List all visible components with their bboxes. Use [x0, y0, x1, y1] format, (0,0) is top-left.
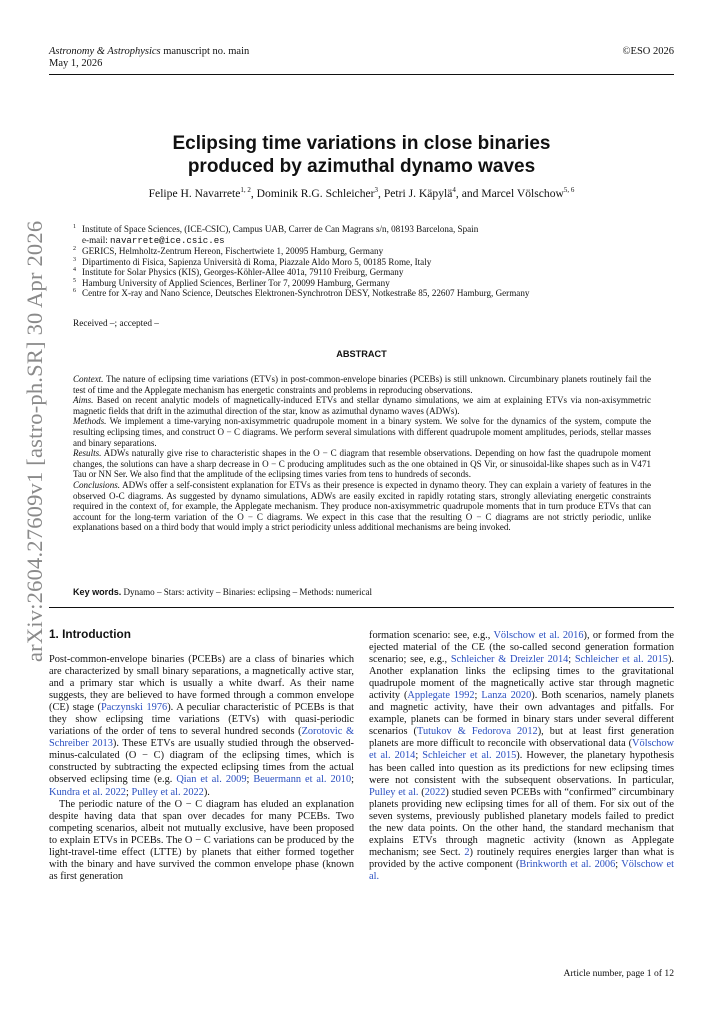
- citation-link[interactable]: Völschow et al.: [369, 858, 675, 882]
- aims-label: Aims.: [73, 395, 94, 406]
- citation-link[interactable]: Qian et al. 2009: [176, 774, 247, 786]
- body-text: The periodic nature of the O − C diagram has eluded an explanation despite having data that span over decades for many PCEBs. Two competing scenarios, albeit not mutually exclusive, have been proposed to explain ETVs in PCEBs. The O − C variations can be produced by the light-travel-time effect (LTTE) by planets that either formed together with the binary and have survived the common envelope phase (known as first generation: [49, 798, 354, 882]
- body-text: ;: [246, 774, 254, 786]
- body-text: ;: [568, 654, 575, 666]
- author-affiliation-mark: 3: [374, 186, 379, 195]
- paragraph: [49, 799, 354, 883]
- received-line: Received –; accepted –: [73, 319, 159, 329]
- author-name: Petri J. Käpylä: [383, 187, 453, 200]
- citation-link[interactable]: Brinkworth et al. 2006: [519, 858, 616, 870]
- title-line-1: Eclipsing time variations in close binaries: [172, 133, 551, 154]
- abstract: [73, 374, 651, 533]
- conclusions-label: Conclusions.: [73, 479, 120, 490]
- citation-link[interactable]: Völschow et al. 2016: [493, 630, 584, 641]
- citation-link[interactable]: Lanza 2020: [481, 690, 532, 702]
- page-footer: Article number, page 1 of 12: [563, 968, 674, 979]
- citation-link[interactable]: 2022: [424, 786, 446, 798]
- affiliation-text: GERICS, Helmholtz-Zentrum Hereon, Fischertwiete 1, 20095 Hamburg, Germany: [82, 246, 384, 257]
- affiliation-text: Institute of Space Sciences, (ICE-CSIC), Campus UAB, Carrer de Can Magrans s/n, 08193 Barcelona, Spain: [82, 224, 479, 234]
- methods-label: Methods.: [73, 416, 107, 427]
- citation-link[interactable]: Kundra et al. 2022: [49, 786, 126, 798]
- header-rule: [49, 74, 674, 75]
- affiliation-number: 1: [73, 224, 76, 230]
- running-header: [49, 46, 249, 70]
- body-text: ). Another explanation links the eclipsing times to the gravitational quadrupole moment of the magnetically active star through magnetic activity (: [369, 654, 674, 702]
- email-label: e-mail:: [82, 234, 111, 245]
- body-text: ;: [615, 858, 622, 870]
- citation-link[interactable]: Schleicher et al. 2015: [422, 750, 517, 762]
- context-text: The nature of eclipsing time variations (ETVs) in post-common-envelope binaries (PCEBs) is still unknown. Circumbinary planets routinely fail the test of time and the Applegate mechanism has energetic constraints and problems in reproducing observations.: [73, 374, 651, 395]
- abstract-heading: ABSTRACT: [336, 349, 387, 359]
- affiliation-number: 4: [73, 267, 76, 274]
- affiliation-text: Institute for Solar Physics (KIS), Georges-Köhler-Allee 401a, 79110 Freiburg, Germany: [82, 267, 404, 278]
- citation-link[interactable]: Applegate 1992: [407, 690, 475, 702]
- body-text: ). A peculiar characteristic of PCEBs is that they show eclipsing time variations (ETVs) with quasi-periodic variations of the order of tens to several hundred seconds (: [49, 702, 354, 738]
- affiliation-text: Hamburg University of Applied Sciences, Berliner Tor 7, 20099 Hamburg, Germany: [82, 277, 390, 288]
- body-text: ), but at least first generation planets are more difficult to reconcile with observational data (: [369, 726, 674, 750]
- aims-text: Based on recent analytic models of magnetically-induced ETVs and stellar dynamo simulations, we aim at explaining ETVs via non-axisymmetric magnetic fields that drift in the azimuthal direction of the star, know as azimuthal dynamo waves (ADWs).: [73, 395, 651, 416]
- manuscript-label: manuscript no. main: [163, 46, 250, 57]
- left-column: [49, 654, 354, 883]
- keywords-label: Key words.: [73, 587, 122, 597]
- keywords: [73, 587, 651, 597]
- citation-link[interactable]: Tutukov & Fedorova 2012: [417, 726, 538, 738]
- author-name: Felipe H. Navarrete: [148, 187, 241, 200]
- body-text: ;: [125, 786, 132, 798]
- conclusions-text: ADWs offer a self-consistent explanation for ETVs as their presence is expected in dynamo theory. They can explain a variety of features in the observed O-C diagrams. As suggested by dynamo simulations, ADWs are easily excited in rapidly rotating stars, strongly alleviating energetic constraints required in the context of, for example, the Applegate mechanism. They produce non-axisymmetric quadrupole moments that in turn produce ETVs that can account for the long-term variation of the O − C diagrams. We expect in this case that the resulting O − C diagrams are not strictly periodic, unlike explanations based on a third body that would imply a strict periodicity unless additional mechanisms are being invoked.: [73, 479, 651, 533]
- body-text: (: [418, 786, 425, 798]
- author-name: Dominik R.G. Schleicher: [256, 187, 375, 200]
- affiliation: [73, 288, 673, 299]
- affiliation-number: 5: [73, 277, 76, 284]
- affiliations: [73, 224, 673, 299]
- affiliation-number: 3: [73, 256, 76, 263]
- body-text: Post-common-envelope binaries (PCEBs) are a class of binaries which are characterized by small binary separations, a magnetically active star, and a primary star which is usually a white dwarf. As their name suggests, they are believed to have formed through a common envelope (CE) stage (: [49, 654, 354, 714]
- journal-name: Astronomy & Astrophysics: [49, 46, 161, 57]
- results-label: Results.: [73, 448, 102, 459]
- affiliation-number: 6: [73, 288, 76, 295]
- body-text: ). These ETVs are usually studied through the observed-minus-calculated (O − C) diagram of the eclipsing times, which is constructed by subtracting the expected eclipsing times from the actual observed eclipsing time (e.g.: [49, 738, 354, 786]
- citation-link[interactable]: Zorotovic & Schreiber 2013: [49, 726, 354, 750]
- body-text: ).: [203, 786, 210, 798]
- author-separator: ,: [378, 187, 384, 200]
- body-text: ;: [474, 690, 482, 702]
- email-line: [73, 235, 673, 247]
- header-date: May 1, 2026: [49, 58, 103, 69]
- body-text: ) studied seven PCEBs with “confirmed” circumbinary planets providing new eclipsing times for all of them. For six out of the seven systems, previously published planetary models failed to predict the new data points. On the other hand, the standard mechanism that explains ETVs through magnetic activity (known as Applegate mechanism; see Sect.: [369, 786, 675, 858]
- body-text: ) routinely requires energies larger than what is provided by the active component (: [369, 846, 674, 870]
- paper-title: [49, 132, 674, 178]
- author-separator: ,: [250, 187, 257, 200]
- citation-link[interactable]: Schleicher et al. 2015: [574, 654, 668, 666]
- section-heading: 1. Introduction: [49, 627, 131, 641]
- email-address[interactable]: navarrete@ice.csic.es: [110, 234, 225, 246]
- author-affiliation-mark: 5, 6: [563, 186, 575, 195]
- paragraph: [49, 654, 354, 799]
- copyright: ©ESO 2026: [622, 46, 674, 57]
- author-name: Marcel Völschow: [481, 187, 564, 200]
- paragraph: [369, 630, 674, 883]
- affiliation-number: 2: [73, 246, 76, 253]
- author-separator: , and: [455, 187, 482, 200]
- affiliation: [73, 246, 673, 257]
- affiliation: [73, 257, 673, 268]
- author-affiliation-mark: 4: [452, 186, 456, 195]
- affiliation: [73, 224, 673, 235]
- body-text: ;: [415, 750, 423, 762]
- abstract-rule: [49, 607, 674, 608]
- arxiv-stamp: arXiv:2604.27609v1 [astro-ph.SR] 30 Apr 2026: [22, 220, 47, 662]
- context-label: Context.: [73, 374, 104, 384]
- body-text: ;: [351, 774, 355, 786]
- author-affiliation-mark: 1, 2: [240, 186, 251, 195]
- results-text: ADWs naturally give rise to characteristic shapes in the O − C diagram that resemble observations. Depending on how fast the quadrupole moment changes, the solutions can have a sharp decrease in O − C producing amplitudes such as the one obtained in QS Vir, or sinusoidal-like shapes such as in V471 Tau or NN Ser. We also find that the amplitude of the eclipsing times varies from tens to hundreds of seconds.: [73, 448, 651, 480]
- affiliation-text: Centre for X-ray and Nano Science, Deutsches Elektronen-Synchrotron DESY, Notkestraße 85, 22607 Hamburg, Germany: [82, 288, 530, 299]
- affiliation-text: Dipartimento di Fisica, Sapienza Università di Roma, Piazzale Aldo Moro 5, 00185 Rome, Italy: [82, 256, 432, 267]
- keywords-text: Dynamo – Stars: activity – Binaries: eclipsing – Methods: numerical: [121, 587, 373, 597]
- body-text: ). Both scenarios, namely planets and magnetic activity, have their own advantages and pitfalls. For example, planets can be formed in binary stars under several different scenarios (: [369, 690, 674, 738]
- title-line-2: produced by azimuthal dynamo waves: [187, 156, 536, 177]
- affiliation: [73, 267, 673, 278]
- citation-link[interactable]: Paczynski 1976: [100, 702, 168, 714]
- citation-link[interactable]: Pulley et al. 2022: [131, 786, 204, 798]
- affiliation: [73, 278, 673, 289]
- citation-link[interactable]: Völschow et al. 2014: [369, 738, 674, 762]
- citation-link[interactable]: 2: [464, 846, 470, 858]
- methods-text: We implement a time-varying non-axisymmetric quadrupole moment in a binary system. We solve for the dynamics of the system, compute the resulting eclipsing times, and construct O − C diagrams. We perform several simulations with different quadrupole moment amplitudes, periods, stellar masses and binary separations.: [73, 416, 651, 448]
- author-list: [49, 187, 674, 201]
- body-text: ). However, the planetary hypothesis has been called into question as its predictions for new eclipsing times were not consistent with the subsequent observations. In particular,: [369, 750, 674, 786]
- body-text: ), or formed from the ejected material of the CE (the so-called second generation formation scenario; see, e.g.,: [369, 630, 674, 666]
- body-text: formation scenario: see, e.g.,: [369, 630, 494, 641]
- citation-link[interactable]: Pulley et al.: [369, 786, 419, 798]
- citation-link[interactable]: Beuermann et al. 2010: [253, 774, 352, 786]
- citation-link[interactable]: Schleicher & Dreizler 2014: [450, 654, 569, 666]
- right-column: [369, 630, 674, 883]
